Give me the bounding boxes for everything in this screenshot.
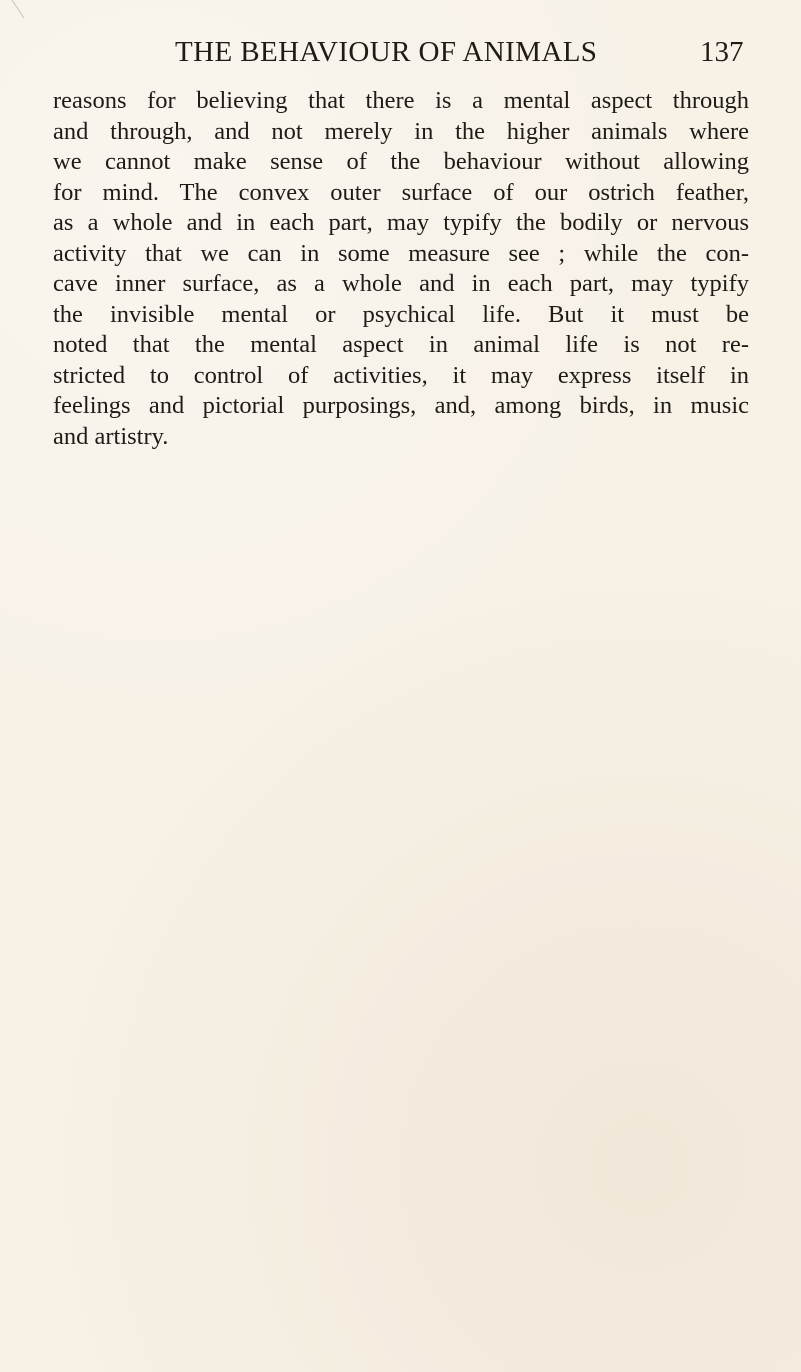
text-line: cave inner surface, as a whole and in each part, may typify: [53, 270, 749, 298]
running-head: [0, 35, 801, 77]
text-line: feelings and pictorial purposings, and, among birds, in music: [53, 392, 749, 420]
text-line: the invisible mental or psychical life. But it must be: [53, 300, 749, 328]
text-line-last: and artistry.: [53, 423, 169, 451]
body-paragraph: [53, 86, 749, 453]
text-line: and through, and not merely in the higher animals where: [53, 117, 749, 145]
text-line: activity that we can in some measure see ; while the con-: [53, 239, 749, 267]
text-line: noted that the mental aspect in animal life is not re-: [53, 331, 749, 359]
page-corner-mark: [0, 0, 40, 28]
page-number: 137: [700, 36, 744, 68]
text-line: we cannot make sense of the behaviour without allowing: [53, 148, 749, 176]
text-line: reasons for believing that there is a mental aspect through: [53, 87, 749, 114]
running-head-title: THE BEHAVIOUR OF ANIMALS: [175, 36, 598, 68]
text-line: stricted to control of activities, it may express itself in: [53, 361, 749, 389]
text-line: as a whole and in each part, may typify the bodily or nervous: [53, 209, 749, 237]
text-line: for mind. The convex outer surface of our ostrich feather,: [53, 178, 749, 206]
